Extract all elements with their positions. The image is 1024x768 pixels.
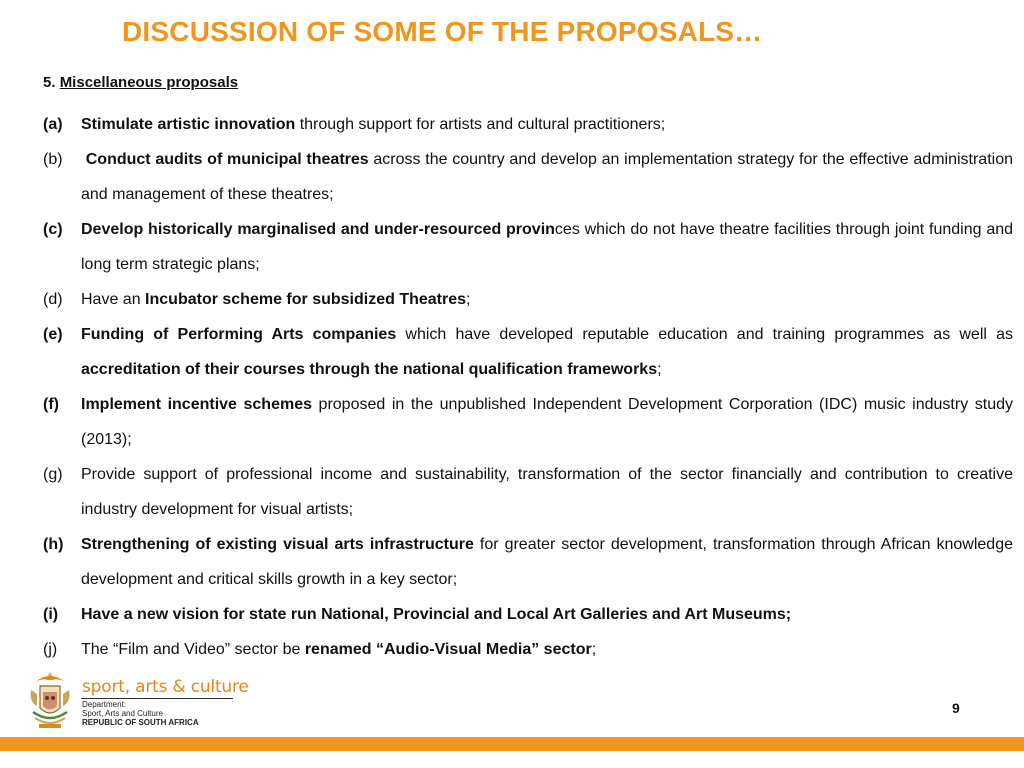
item-bold-text: renamed “Audio-Visual Media” sector	[304, 641, 592, 658]
department-text	[82, 700, 199, 727]
list-item-j	[43, 632, 1013, 667]
list-item-d	[43, 282, 1013, 317]
item-marker: (b)	[43, 151, 63, 168]
list-item-g	[43, 457, 1013, 527]
item-text: for greater sector development, transformation through African knowledge development and critical skills growth in a key sector;	[81, 536, 1013, 588]
item-bold-text: Implement incentive schemes	[81, 396, 312, 413]
item-marker: (g)	[43, 466, 63, 483]
item-marker: (d)	[43, 291, 63, 308]
section-label: Miscellaneous proposals	[59, 74, 239, 91]
list-item-c	[43, 212, 1013, 282]
item-prefix-text: The “Film and Video” sector be	[81, 641, 305, 658]
item-text: across the country and develop an implementation strategy for the effective administration and management of these theatres;	[81, 151, 1013, 203]
list-item-b	[43, 142, 1013, 212]
page-number: 9	[952, 700, 960, 716]
proposal-list	[43, 107, 1013, 667]
item-bold-text: Have a new vision for state run National, Provincial and Local Art Galleries and Art Museums;	[81, 606, 792, 623]
item-text: ;	[466, 291, 471, 308]
item-text: Provide support of professional income and sustainability, transformation of the sector financially and contribution to creative industry development for visual artists;	[81, 466, 1013, 518]
list-item-i	[43, 597, 1013, 632]
item-marker: (c)	[43, 221, 63, 238]
item-marker: (h)	[43, 536, 64, 553]
item-text: which have developed reputable education and training programmes as well as	[396, 326, 1013, 343]
item-text: through support for artists and cultural practitioners;	[295, 116, 666, 133]
dept-line-3: REPUBLIC OF SOUTH AFRICA	[82, 718, 199, 727]
item-prefix-text: Have an	[81, 291, 146, 308]
item-marker: (f)	[43, 396, 59, 413]
item-marker: (a)	[43, 116, 63, 133]
coat-of-arms-icon	[25, 668, 75, 734]
item-text: ces which do not have theatre facilities through joint funding and long term strategic plans;	[81, 221, 1014, 273]
list-item-h	[43, 527, 1013, 597]
item-marker: (e)	[43, 326, 63, 343]
list-item-f	[43, 387, 1013, 457]
section-number: 5.	[43, 74, 56, 91]
section-heading	[43, 74, 238, 91]
item-text: ;	[591, 641, 597, 658]
dept-line-2: Sport, Arts and Culture	[82, 709, 163, 718]
item-bold-text: Develop historically marginalised and under-resourced provin	[81, 221, 555, 238]
footer-bottom-strip	[0, 751, 1024, 768]
page-title: DISCUSSION OF SOME OF THE PROPOSALS…	[122, 16, 763, 47]
dept-line-1: Department:	[82, 700, 127, 709]
item-bold-text: Stimulate artistic innovation	[81, 116, 296, 133]
list-item-e	[43, 317, 1013, 387]
brand-name: sport, arts & culture	[82, 677, 249, 697]
footer-accent-bar	[0, 737, 1024, 751]
item-bold-text: Incubator scheme for subsidized Theatres	[145, 291, 467, 308]
item-text: proposed in the unpublished Independent Development Corporation (IDC) music industry study (2013);	[81, 396, 1014, 448]
brand-divider	[81, 698, 233, 699]
item-bold-text: Conduct audits of municipal theatres	[85, 151, 369, 168]
item-bold-text-2: accreditation of their courses through the national qualification frameworks	[81, 361, 658, 378]
item-bold-text: Strengthening of existing visual arts infrastructure	[81, 536, 474, 553]
item-text-2: ;	[657, 361, 662, 378]
list-item-a	[43, 107, 1013, 142]
item-bold-text: Funding of Performing Arts companies	[81, 326, 397, 343]
item-marker: (j)	[43, 641, 58, 658]
item-marker: (i)	[43, 606, 59, 623]
